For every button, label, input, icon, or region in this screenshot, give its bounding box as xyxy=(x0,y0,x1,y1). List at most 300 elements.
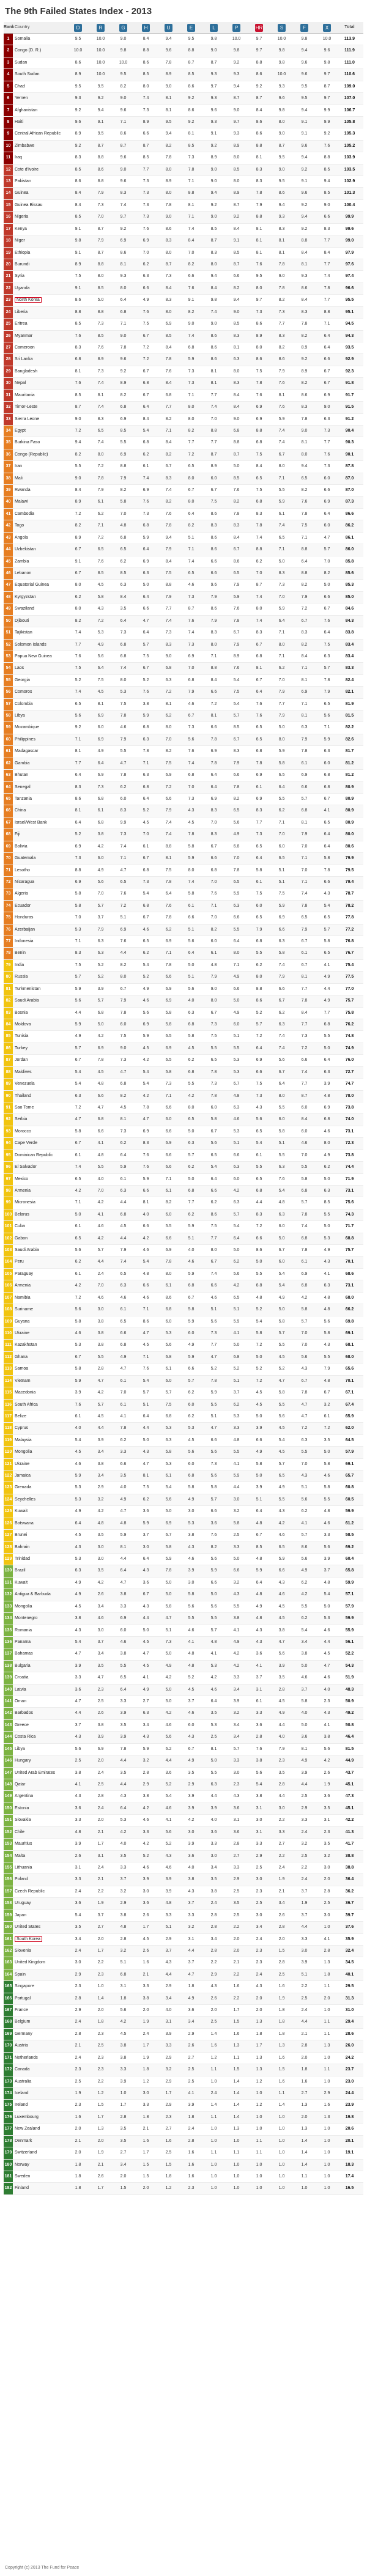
indicator-cell: 4.2 xyxy=(188,1093,195,1098)
total-cell: 83.4 xyxy=(345,654,354,659)
table-row xyxy=(4,2088,363,2100)
country-cell xyxy=(13,520,67,531)
rank-cell: 59 xyxy=(4,722,13,733)
indicator-cell: 3.7 xyxy=(233,1390,240,1395)
indicator-cell: 7.1 xyxy=(188,393,195,397)
total-cell: 81.5 xyxy=(345,1746,354,1751)
indicator-cell: 9.6 xyxy=(301,143,308,148)
indicator-cell: 5.5 xyxy=(278,488,285,493)
rank-cell: 50 xyxy=(4,616,13,627)
indicator-cell: 6.0 xyxy=(188,1402,195,1407)
indicator-cell: 4.5 xyxy=(278,1604,285,1609)
indicator-cell: 7.3 xyxy=(278,309,285,314)
indicator-cell: 7.8 xyxy=(233,618,240,623)
country-cell xyxy=(13,1957,67,1968)
indicator-cell: 7.8 xyxy=(165,60,172,65)
indicator-cell: 8.1 xyxy=(165,108,172,113)
country-name: Yemen xyxy=(15,96,28,101)
country-cell xyxy=(13,271,67,282)
rank-cell: 25 xyxy=(4,319,13,330)
rank-cell: 129 xyxy=(4,1554,13,1565)
indicator-cell: 2.1 xyxy=(143,1972,149,1977)
country-name: Papua New Guinea xyxy=(15,654,52,659)
indicator-cell: 8.6 xyxy=(278,357,285,362)
country-cell xyxy=(13,2040,67,2051)
indicator-cell: 7.0 xyxy=(188,666,195,671)
indicator-cell: 6.8 xyxy=(120,1972,127,1977)
rank-cell: 21 xyxy=(4,271,13,282)
indicator-cell: 6.9 xyxy=(143,238,149,243)
indicator-cell: 3.6 xyxy=(324,1794,330,1799)
indicator-cell: 5.9 xyxy=(233,1319,240,1324)
indicator-cell: 3.0 xyxy=(75,1960,81,1965)
indicator-cell: 6.9 xyxy=(120,452,127,457)
indicator-cell: 3.5 xyxy=(120,1853,127,1858)
country-cell xyxy=(13,45,67,56)
indicator-cell: 3.4 xyxy=(233,1687,240,1692)
indicator-cell: 5.6 xyxy=(256,1770,262,1775)
indicator-cell: 5.0 xyxy=(97,298,104,303)
indicator-cell: 6.4 xyxy=(324,333,330,338)
indicator-cell: 5.5 xyxy=(210,1770,217,1775)
indicator-cell: 1.7 xyxy=(233,2008,240,2013)
indicator-cell: 3.3 xyxy=(75,1675,81,1680)
table-row xyxy=(4,1910,363,1922)
indicator-cell: 6.4 xyxy=(210,1699,217,1704)
rank-cell: 123 xyxy=(4,1482,13,1493)
indicator-cell: 9.0 xyxy=(278,131,285,136)
total-cell: 81.9 xyxy=(345,701,354,706)
indicator-cell: 7.3 xyxy=(120,630,127,635)
indicator-cell: 6.6 xyxy=(165,1153,172,1157)
indicator-cell: 6.7 xyxy=(210,1129,217,1134)
indicator-cell: 1.0 xyxy=(233,2138,240,2143)
indicator-cell: 3.5 xyxy=(97,1568,104,1573)
indicator-cell: 5.8 xyxy=(188,844,195,849)
total-cell: 52.2 xyxy=(345,1652,354,1656)
indicator-cell: 7.6 xyxy=(256,1746,262,1751)
indicator-cell: 8.3 xyxy=(233,333,240,338)
indicator-cell: 9.8 xyxy=(120,48,127,53)
indicator-cell: 8.1 xyxy=(75,808,81,813)
indicator-cell: 8.0 xyxy=(120,286,127,290)
indicator-cell: 7.1 xyxy=(188,215,195,220)
indicator-cell: 7.3 xyxy=(324,428,330,433)
indicator-cell: 7.4 xyxy=(188,559,195,564)
indicator-cell: 8.4 xyxy=(301,654,308,659)
indicator-cell: 4.6 xyxy=(165,1806,172,1810)
indicator-cell: 5.0 xyxy=(233,1343,240,1348)
indicator-cell: 3.9 xyxy=(188,2103,195,2108)
indicator-cell: 7.3 xyxy=(301,1034,308,1039)
table-row xyxy=(4,1839,363,1850)
indicator-cell: 3.7 xyxy=(188,1699,195,1704)
indicator-cell: 3.1 xyxy=(97,1853,104,1858)
indicator-cell: 5.9 xyxy=(120,1165,127,1170)
indicator-cell: 5.8 xyxy=(120,500,127,504)
indicator-cell: 5.6 xyxy=(120,2008,127,2013)
rank-cell: 84 xyxy=(4,1019,13,1030)
indicator-cell: 4.7 xyxy=(97,1378,104,1383)
indicator-cell: 7.0 xyxy=(143,250,149,255)
indicator-cell: 4.6 xyxy=(188,1557,195,1561)
indicator-cell: 7.2 xyxy=(188,452,195,457)
rank-cell: 71 xyxy=(4,865,13,876)
indicator-cell: 6.1 xyxy=(75,1414,81,1419)
country-name: Maldives xyxy=(15,1069,32,1074)
rank-cell: 128 xyxy=(4,1542,13,1553)
indicator-cell: 6.9 xyxy=(120,1616,127,1621)
indicator-cell: 4.1 xyxy=(120,1414,127,1419)
indicator-cell: 6.7 xyxy=(210,1260,217,1264)
indicator-cell: 7.4 xyxy=(188,226,195,231)
indicator-cell: 2.5 xyxy=(256,1865,262,1870)
indicator-cell: 2.3 xyxy=(97,1972,104,1977)
indicator-cell: 5.7 xyxy=(97,1402,104,1407)
country-name: Bhutan xyxy=(15,773,29,778)
total-cell: 57.9 xyxy=(345,1450,354,1455)
indicator-cell: 4.1 xyxy=(233,1330,240,1335)
country-name: Bulgaria xyxy=(15,1663,31,1668)
indicator-cell: 2.5 xyxy=(97,1699,104,1704)
indicator-cell: 5.4 xyxy=(75,1082,81,1087)
indicator-cell: 5.5 xyxy=(97,1354,104,1359)
indicator-cell: 3.3 xyxy=(324,1533,330,1538)
indicator-cell: 7.8 xyxy=(324,677,330,682)
indicator-cell: 8.4 xyxy=(301,1117,308,1122)
table-row xyxy=(4,319,363,330)
indicator-cell: 4.2 xyxy=(97,844,104,849)
indicator-cell: 9.0 xyxy=(120,37,127,41)
indicator-cell: 6.8 xyxy=(256,1283,262,1288)
indicator-cell: 6.3 xyxy=(278,939,285,944)
country-name: Macedonia xyxy=(15,1390,36,1395)
country-cell xyxy=(13,1269,67,1280)
indicator-cell: 9.5 xyxy=(165,119,172,124)
indicator-cell: 8.6 xyxy=(256,119,262,124)
indicator-cell: 2.9 xyxy=(165,2055,172,2060)
indicator-cell: 4.7 xyxy=(278,1639,285,1644)
table-row xyxy=(4,1613,363,1625)
indicator-cell: 2.7 xyxy=(165,2127,172,2131)
indicator-cell: 8.4 xyxy=(165,440,172,445)
table-row xyxy=(4,1981,363,1993)
rank-cell: 171 xyxy=(4,2053,13,2064)
indicator-cell: 7.4 xyxy=(165,618,172,623)
indicator-cell: 2.4 xyxy=(301,1829,308,1834)
indicator-cell: 6.2 xyxy=(210,1200,217,1205)
table-row xyxy=(4,1400,363,1411)
indicator-cell: 2.8 xyxy=(75,1996,81,2001)
indicator-cell: 3.2 xyxy=(324,1853,330,1858)
indicator-cell: 5.0 xyxy=(233,998,240,1003)
country-name: Latvia xyxy=(15,1687,26,1692)
indicator-cell: 5.1 xyxy=(210,1307,217,1312)
indicator-cell: 5.0 xyxy=(278,1236,285,1241)
indicator-cell: 7.1 xyxy=(97,523,104,528)
indicator-cell: 5.6 xyxy=(188,1450,195,1455)
indicator-cell: 7.1 xyxy=(120,856,127,861)
indicator-cell: 7.4 xyxy=(120,1260,127,1264)
country-name: Suriname xyxy=(15,1307,33,1312)
indicator-cell: 9.0 xyxy=(233,309,240,314)
indicator-cell: 7.0 xyxy=(120,511,127,516)
table-row xyxy=(4,1423,363,1434)
total-cell: 74.8 xyxy=(345,1034,354,1039)
indicator-cell: 8.5 xyxy=(120,570,127,575)
indicator-cell: 9.2 xyxy=(120,226,127,231)
indicator-cell: 6.5 xyxy=(233,570,240,575)
country-cell xyxy=(13,1601,67,1612)
indicator-cell: 7.6 xyxy=(188,286,195,290)
indicator-cell: 6.5 xyxy=(256,725,262,730)
country-cell xyxy=(13,699,67,710)
indicator-cell: 8.3 xyxy=(210,832,217,837)
table-row xyxy=(4,960,363,972)
indicator-cell: 7.2 xyxy=(256,1343,262,1348)
indicator-cell: 6.5 xyxy=(120,547,127,552)
indicator-cell: 8.0 xyxy=(210,262,217,267)
indicator-cell: 5.5 xyxy=(278,1105,285,1110)
indicator-cell: 4.1 xyxy=(324,1936,330,1941)
indicator-cell: 2.0 xyxy=(278,1936,285,1941)
indicator-cell: 6.4 xyxy=(210,784,217,789)
indicator-cell: 8.0 xyxy=(233,951,240,956)
country-cell xyxy=(13,2183,67,2194)
indicator-cell: 6.8 xyxy=(301,1188,308,1193)
table-row xyxy=(4,877,363,888)
table-row xyxy=(4,1102,363,1114)
country-name: Cuba xyxy=(15,1224,25,1229)
indicator-cell: 8.7 xyxy=(188,607,195,611)
indicator-cell: 5.2 xyxy=(165,1842,172,1847)
indicator-cell: 6.9 xyxy=(97,714,104,718)
indicator-cell: 6.8 xyxy=(120,642,127,647)
indicator-cell: 5.9 xyxy=(188,1224,195,1229)
table-row xyxy=(4,307,363,319)
indicator-cell: 9.1 xyxy=(301,131,308,136)
indicator-cell: 6.9 xyxy=(165,998,172,1003)
total-cell: 91.2 xyxy=(345,416,354,421)
indicator-cell: 8.1 xyxy=(210,381,217,386)
indicator-cell: 6.6 xyxy=(278,927,285,932)
country-name: Comoros xyxy=(15,690,32,695)
table-row xyxy=(4,1506,363,1518)
indicator-cell: 9.4 xyxy=(165,37,172,41)
total-cell: 56.1 xyxy=(345,1639,354,1644)
indicator-cell: 3.9 xyxy=(97,1437,104,1442)
indicator-cell: 4.0 xyxy=(120,1842,127,1847)
indicator-cell: 2.0 xyxy=(97,1936,104,1941)
indicator-cell: 5.4 xyxy=(210,1165,217,1170)
country-cell xyxy=(13,603,67,614)
indicator-cell: 6.8 xyxy=(143,381,149,386)
indicator-cell: 4.4 xyxy=(120,1557,127,1561)
indicator-cell: 2.5 xyxy=(233,1889,240,1894)
total-cell: 29.5 xyxy=(345,1984,354,1989)
indicator-cell: 2.5 xyxy=(233,1913,240,1917)
indicator-cell: 9.0 xyxy=(120,96,127,101)
rank-cell: 35 xyxy=(4,437,13,448)
total-cell: 93.5 xyxy=(345,345,354,350)
indicator-cell: 6.3 xyxy=(165,677,172,682)
country-cell xyxy=(13,2017,67,2028)
indicator-cell: 5.6 xyxy=(210,1319,217,1324)
country-cell xyxy=(13,1126,67,1137)
indicator-cell: 8.9 xyxy=(75,535,81,540)
table-row xyxy=(4,1280,363,1292)
indicator-cell: 7.4 xyxy=(120,844,127,849)
indicator-cell: 6.5 xyxy=(188,1117,195,1122)
country-cell xyxy=(13,2147,67,2158)
indicator-cell: 5.8 xyxy=(324,856,330,861)
indicator-cell: 8.1 xyxy=(301,820,308,825)
indicator-cell: 2.9 xyxy=(165,1936,172,1941)
indicator-cell: 8.1 xyxy=(256,155,262,160)
indicator-cell: 5.0 xyxy=(256,1354,262,1359)
indicator-cell: 4.1 xyxy=(324,1271,330,1276)
indicator-cell: 7.4 xyxy=(278,962,285,967)
indicator-cell: 3.3 xyxy=(120,1450,127,1455)
rank-cell: 44 xyxy=(4,544,13,555)
indicator-cell: 8.2 xyxy=(75,452,81,457)
country-name: Seychelles xyxy=(15,1497,35,1502)
indicator-cell: 8.6 xyxy=(210,1212,217,1217)
total-cell: 96.6 xyxy=(345,286,354,290)
indicator-cell: 3.5 xyxy=(278,1675,285,1680)
indicator-cell: 2.7 xyxy=(278,1842,285,1847)
indicator-cell: 3.8 xyxy=(143,1794,149,1799)
indicator-cell: 6.7 xyxy=(324,381,330,386)
table-row xyxy=(4,426,363,437)
indicator-cell: 8.8 xyxy=(75,868,81,873)
table-row xyxy=(4,1447,363,1458)
indicator-cell: 7.0 xyxy=(210,915,217,920)
indicator-cell: 2.6 xyxy=(97,1592,104,1597)
table-row xyxy=(4,2160,363,2171)
table-row xyxy=(4,2076,363,2088)
country-name: India xyxy=(15,962,24,967)
indicator-cell: 2.7 xyxy=(120,2150,127,2155)
indicator-cell: 6.6 xyxy=(210,559,217,564)
indicator-cell: 10.0 xyxy=(322,37,332,41)
indicator-cell: 8.1 xyxy=(143,1474,149,1478)
indicator-cell: 8.3 xyxy=(301,309,308,314)
table-row xyxy=(4,829,363,841)
indicator-cell: 1.0 xyxy=(210,2174,217,2179)
indicator-cell: 4.9 xyxy=(256,1450,262,1455)
indicator-cell: 5.4 xyxy=(165,1485,172,1490)
country-name: Brazil xyxy=(15,1568,26,1573)
indicator-cell: 8.3 xyxy=(233,381,240,386)
indicator-cell: 6.3 xyxy=(75,1568,81,1573)
indicator-cell: 1.5 xyxy=(165,2162,172,2167)
indicator-cell: 1.3 xyxy=(233,2127,240,2131)
table-row xyxy=(4,1352,363,1364)
indicator-cell: 5.3 xyxy=(188,1426,195,1431)
table-row xyxy=(4,1589,363,1601)
indicator-cell: 8.9 xyxy=(97,357,104,362)
table-row xyxy=(4,141,363,152)
table-row xyxy=(4,366,363,378)
table-body xyxy=(4,34,363,2195)
indicator-cell: 2.0 xyxy=(97,2138,104,2143)
indicator-cell: 4.2 xyxy=(75,1188,81,1193)
indicator-cell: 5.7 xyxy=(75,1046,81,1050)
indicator-cell: 2.3 xyxy=(75,2103,81,2108)
indicator-cell: 4.2 xyxy=(210,1675,217,1680)
rank-cell: 41 xyxy=(4,509,13,520)
total-cell: 80.9 xyxy=(345,784,354,789)
indicator-cell: 7.4 xyxy=(278,523,285,528)
indicator-cell: 5.9 xyxy=(165,1557,172,1561)
table-row xyxy=(4,936,363,948)
indicator-cell: 1.6 xyxy=(278,2055,285,2060)
indicator-cell: 5.8 xyxy=(278,1390,285,1395)
indicator-cell: 7.8 xyxy=(324,868,330,873)
indicator-cell: 6.0 xyxy=(324,523,330,528)
indicator-cell: 4.5 xyxy=(97,583,104,588)
indicator-cell: 6.2 xyxy=(165,927,172,932)
total-cell: 69.1 xyxy=(345,1461,354,1466)
indicator-cell: 7.0 xyxy=(210,820,217,825)
indicator-cell: 6.0 xyxy=(256,903,262,908)
indicator-cell: 6.1 xyxy=(120,1307,127,1312)
indicator-cell: 4.4 xyxy=(233,1485,240,1490)
indicator-cell: 5.4 xyxy=(278,1283,285,1288)
indicator-cell: 6.9 xyxy=(324,1105,330,1110)
indicator-cell: 6.3 xyxy=(188,1141,195,1146)
indicator-cell: 9.2 xyxy=(233,60,240,65)
indicator-cell: 4.4 xyxy=(120,951,127,956)
indicator-cell: 5.8 xyxy=(324,1461,330,1466)
indicator-cell: 7.9 xyxy=(120,476,127,481)
country-name: Armenia xyxy=(15,1188,31,1193)
indicator-cell: 3.8 xyxy=(233,1616,240,1621)
table-row xyxy=(4,259,363,271)
indicator-cell: 8.6 xyxy=(210,547,217,552)
indicator-cell: 2.7 xyxy=(188,2055,195,2060)
indicator-cell: 6.6 xyxy=(210,1509,217,1514)
country-cell xyxy=(13,1578,67,1589)
indicator-cell: 9.0 xyxy=(210,986,217,991)
indicator-cell: 8.1 xyxy=(301,975,308,980)
indicator-cell: 2.5 xyxy=(97,1782,104,1787)
country-cell xyxy=(13,817,67,829)
indicator-cell: 6.6 xyxy=(256,1069,262,1074)
table-row xyxy=(4,235,363,247)
indicator-cell: 2.4 xyxy=(256,1936,262,1941)
indicator-cell: 8.0 xyxy=(188,500,195,504)
total-cell: 37.6 xyxy=(345,1925,354,1930)
indicator-cell: 7.7 xyxy=(324,262,330,267)
indicator-cell: 5.8 xyxy=(278,951,285,956)
indicator-cell: 8.1 xyxy=(188,131,195,136)
country-name: Denmark xyxy=(15,2138,32,2143)
indicator-cell: 3.5 xyxy=(75,1925,81,1930)
indicator-cell: 7.3 xyxy=(324,464,330,469)
indicator-cell: 5.8 xyxy=(165,1022,172,1027)
indicator-cell: 1.0 xyxy=(210,2186,217,2191)
indicator-cell: 6.0 xyxy=(165,1319,172,1324)
indicator-cell: 3.8 xyxy=(97,1461,104,1466)
indicator-cell: 6.1 xyxy=(120,1176,127,1181)
table-row xyxy=(4,1803,363,1815)
indicator-cell: 8.1 xyxy=(97,701,104,706)
indicator-cell: 6.7 xyxy=(324,369,330,374)
indicator-cell: 1.7 xyxy=(97,2186,104,2191)
indicator-cell: 5.4 xyxy=(278,1437,285,1442)
